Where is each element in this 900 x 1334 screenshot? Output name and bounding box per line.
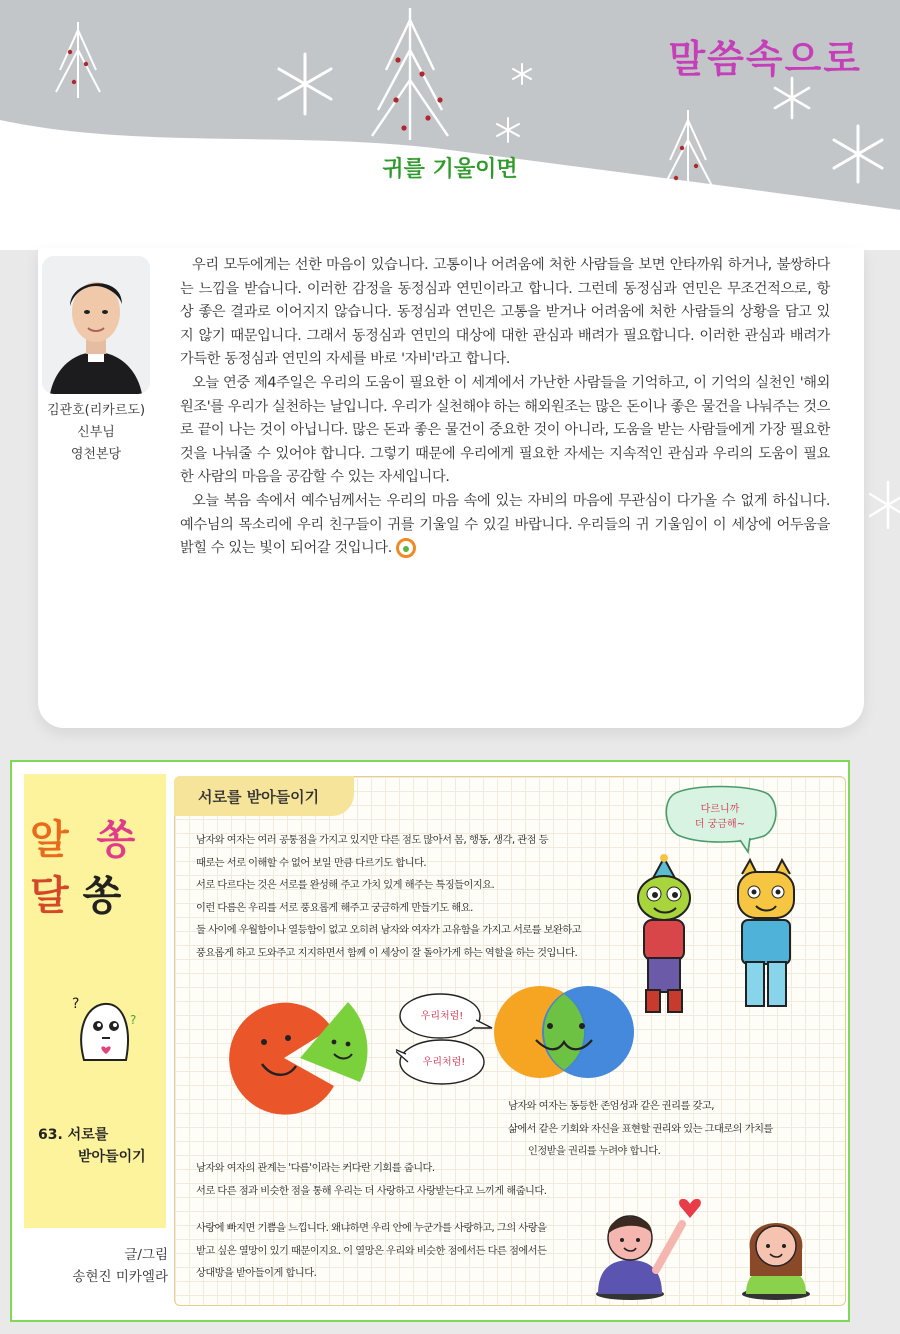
- comic-line: 받고 싶은 열망이 있기 때문이지요. 이 열망은 우리와 비슷한 점에서든 다른 점에서든: [196, 1245, 547, 1257]
- comic-line: 풍요롭게 하고 도와주고 지지하면서 함께 이 세상이 잘 돌아가게 하는 역할을 하는 것입니다.: [196, 947, 578, 959]
- speech-bubble-text: 우리처럼!: [420, 1011, 464, 1022]
- overlapping-circles-illustration: [492, 982, 636, 1082]
- comic-title: 서로를 받아들이기: [174, 776, 354, 816]
- author-parish: 영천본당: [70, 447, 122, 462]
- bubble-line: 다르니까: [700, 804, 740, 815]
- comic-line: 삶에서 같은 기회와 자신을 표현할 권리와 있는 그대로의 가치를: [508, 1123, 773, 1135]
- winter-header-banner: [0, 0, 900, 250]
- series-title-char: 쏭: [96, 817, 136, 863]
- comic-line: 남자와 여자의 관계는 '다름'이라는 커다란 기회를 줍니다.: [196, 1163, 435, 1174]
- tree-icon: [56, 22, 100, 98]
- speech-bubbles: [396, 988, 506, 1088]
- credit-author: 송현진 미카엘라: [72, 1269, 168, 1285]
- snowflake-icon: [497, 64, 531, 142]
- pie-pieces-illustration: [222, 992, 382, 1122]
- svg-text:?: ?: [72, 996, 80, 1012]
- series-title: [30, 812, 170, 924]
- section-title: 말씀속으로: [668, 37, 862, 81]
- comic-line: 서로 다른 점과 비슷한 점을 통해 우리는 더 사랑하고 사랑받는다고 느끼게 해줍니다.: [196, 1185, 547, 1197]
- episode-line: 받아들이기: [78, 1149, 146, 1165]
- article-paragraph: [180, 490, 830, 561]
- couple-illustration: [590, 1190, 820, 1300]
- comic-line: 인정받을 권리를 누려야 합니다.: [528, 1146, 661, 1157]
- series-title-char: 알: [30, 817, 69, 863]
- comic-line: 남자와 여자는 여러 공통점을 가지고 있지만 다른 점도 많아서 몸, 행동, 생각, 관점 등: [196, 835, 549, 846]
- article-headline: 귀를 기울이면: [382, 157, 518, 182]
- author-photo: [42, 256, 150, 394]
- comic-line: 남자와 여자는 동등한 존엄성과 같은 권리를 갖고,: [508, 1101, 714, 1112]
- episode-line: 63. 서로를: [38, 1127, 109, 1143]
- series-title-char: 쏭: [82, 873, 122, 919]
- comic-paragraph: [196, 830, 616, 965]
- bubble-line: 더 궁금해~: [694, 819, 746, 830]
- author-info: [40, 400, 152, 466]
- comic-line: 상대방을 받아들이게 합니다.: [196, 1268, 317, 1279]
- snowflake-icon: [775, 78, 809, 118]
- snowflake-icon: [868, 480, 900, 530]
- comic-line: 둘 사이에 우월함이나 열등함이 없고 오히려 남자와 여자가 고유함을 가지고 서로를 보완하고: [196, 925, 582, 936]
- comic-line: 서로 다르다는 것은 서로를 완성해 주고 가치 있게 해주는 특징들이지요.: [196, 880, 495, 891]
- speech-bubble-text: [672, 802, 768, 832]
- article-body: [180, 254, 830, 561]
- end-mark-icon: [396, 538, 416, 558]
- comic-line: 이런 다름은 우리를 서로 풍요롭게 해주고 궁금하게 만들기도 해요.: [196, 902, 473, 914]
- comic-paragraph: [196, 1158, 576, 1203]
- article-paragraph: 우리 모두에게는 선한 마음이 있습니다. 고통이나 어려움에 처한 사람들을 보면 안타까워 하거나, 불쌍하다는 느낌을 받습니다. 이러한 감정을 동정심과 연민이라고 합니다. 그런데 동정심과 연민은 무조건적으로, 항상 좋은 결과로 이어지지 않습니다. 동정심과 연민은 고통을 받거나 어려움에 처한 사람들의 상황을 담고 있지 않기 때문입니다. 그래서 동정심과 연민의 대상에 대한 관심과 배려가 필요합니다. 이러한 관심과 배려가 가득한 동정심과 연민의 자세를 바로 '자비'라고 합니다.: [180, 257, 830, 368]
- svg-text:?: ?: [130, 1013, 137, 1027]
- tree-icon: [372, 8, 448, 140]
- speech-bubble-text: 우리처럼!: [422, 1057, 466, 1068]
- snowflake-icon: [279, 54, 331, 114]
- comic-paragraph: [196, 1218, 586, 1286]
- comic-line: 사랑에 빠지면 기쁨을 느낍니다. 왜냐하면 우리 안에 누군가를 사랑하고, 그의 사랑을: [196, 1223, 547, 1234]
- credit-label: 글/그림: [124, 1247, 168, 1263]
- comic-paragraph: [508, 1096, 808, 1164]
- mascot-icon: [66, 990, 146, 1070]
- series-title-char: 달: [30, 873, 69, 919]
- author-name: 김관호(리카르도): [46, 403, 146, 418]
- comic-line: 때로는 서로 이해할 수 없어 보일 만큼 다르기도 합니다.: [196, 857, 427, 869]
- characters-illustration: [624, 854, 824, 1020]
- author-role: 신부님: [77, 425, 115, 440]
- episode-label: [38, 1124, 162, 1168]
- comic-credit: [30, 1244, 168, 1288]
- article-paragraph: 오늘 연중 제4주일은 우리의 도움이 필요한 이 세계에서 가난한 사람들을 기억하고, 이 기억의 실천인 '해외 원조'를 우리가 실천하는 날입니다. 우리가 실천해야 하는 해외원조는 많은 돈이나 좋은 물건을 나눠주는 것으로 끝이 나는 것이 아닙니다. 많은 돈과 좋은 물건이 중요한 것이 아니라, 도움을 받는 사람들에게 가장 필요한 것을 나눠줄 수 있어야 합니다. 그렇기 때문에 우리에게 필요한 자세는 지속적인 관심과 우리의 도움이 필요한 사람의 마음을 공감할 수 있는 자세입니다.: [180, 374, 830, 486]
- article-paragraph-text: 오늘 복음 속에서 예수님께서는 우리의 마음 속에 있는 자비의 마음에 무관심이 다가올 수 없게 하십니다. 예수님의 목소리에 우리 친구들이 귀를 기울일 수 있길 바랍니다. 우리들의 귀 기울임이 이 세상에 어두움을 밝힐 수 있는 빛이 되어갈 것입니다.: [180, 492, 830, 557]
